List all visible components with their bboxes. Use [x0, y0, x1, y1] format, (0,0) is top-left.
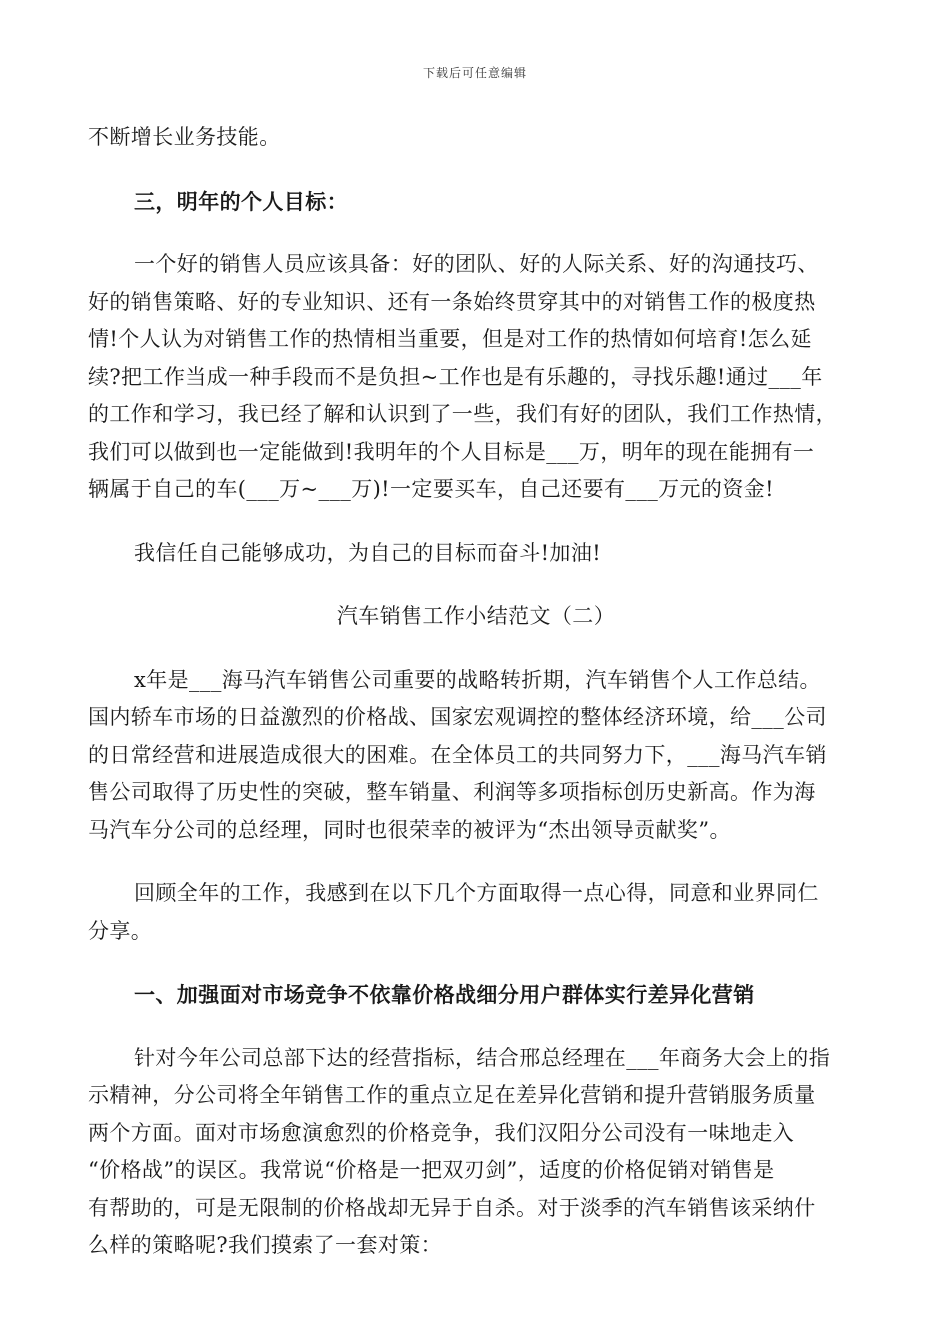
- paragraph-line: 好的销售策略、好的专业知识、还有一条始终贯穿其中的对销售工作的极度热: [88, 289, 816, 314]
- paragraph-gap: [88, 157, 864, 183]
- document-subtitle: 汽车销售工作小结范文（二）: [336, 604, 616, 628]
- paragraph-line: 么样的策略呢?我们摸索了一套对策：: [88, 1233, 443, 1257]
- paragraph-gap: [88, 572, 864, 598]
- paragraph-gap: [88, 636, 864, 662]
- paragraph-line: 的工作和学习，我已经了解和认识到了一些，我们有好的团队，我们工作热情，: [88, 402, 837, 426]
- paragraph-line: 示精神，分公司将全年销售工作的重点立足在差异化营销和提升营销服务质量: [88, 1083, 816, 1107]
- paragraph-gap: [88, 950, 864, 976]
- paragraph-gap: [88, 1014, 864, 1040]
- paragraph-line: 有帮助的，可是无限制的价格战却无异于自杀。对于淡季的汽车销售该采纳什: [88, 1195, 816, 1220]
- document-body: [88, 119, 864, 1265]
- paragraph-line: 一个好的销售人员应该具备：好的团队、好的人际关系、好的沟通技巧、: [134, 252, 819, 276]
- paragraph-line: 我们可以做到也一定能做到!我明年的个人目标是___万，明年的现在能拥有一: [88, 439, 815, 464]
- paragraph-line: 的日常经营和进展造成很大的困难。在全体员工的共同努力下，___海马汽车销: [88, 742, 827, 767]
- paragraph-line: x年是___海马汽车销售公司重要的战略转折期，汽车销售个人工作总结。: [134, 667, 821, 692]
- paragraph-gap: [88, 509, 864, 535]
- paragraph-line: 不断增长业务技能。: [88, 125, 281, 149]
- paragraph-line: 马汽车分公司的总经理，同时也很荣幸的被评为“杰出领导贡献奖”。: [88, 817, 731, 842]
- paragraph-line: 两个方面。面对市场愈演愈烈的价格竞争，我们汉阳分公司没有一味地走入: [88, 1120, 795, 1145]
- paragraph-gap: [88, 220, 864, 246]
- section-heading: 三，明年的个人目标：: [134, 188, 348, 214]
- paragraph-line: 国内轿车市场的日益激烈的价格战、国家宏观调控的整体经济环境，给___公司: [88, 705, 827, 729]
- paragraph-line: 我信任自己能够成功，为自己的目标而奋斗!加油!: [134, 540, 602, 565]
- paragraph-line: 分享。: [88, 918, 153, 943]
- paragraph-line: 针对今年公司总部下达的经营指标，结合邢总经理在___年商务大会上的指: [134, 1045, 831, 1070]
- paragraph-line: 续?把工作当成一种手段而不是负担~工作也是有乐趣的，寻找乐趣!通过___年: [88, 364, 823, 389]
- section-heading: 一、加强面对市场竞争不依靠价格战细分用户群体实行差异化营销: [134, 982, 755, 1007]
- paragraph-line: 情!个人认为对销售工作的热情相当重要，但是对工作的热情如何培育!怎么延: [88, 327, 812, 351]
- paragraph-line: 辆属于自己的车(___万~___万)!一定要买车，自己还要有___万元的资金!: [88, 477, 774, 501]
- paragraph-line: “价格战”的误区。我常说“价格是一把双刃剑”，适度的价格促销对销售是: [88, 1158, 775, 1182]
- paragraph-gap: [88, 849, 864, 875]
- page-header-note: 下载后可任意编辑: [422, 66, 527, 80]
- paragraph-line: 售公司取得了历史性的突破，整车销量、利润等多项指标创历史新高。作为海: [88, 780, 816, 804]
- paragraph-line: 回顾全年的工作，我感到在以下几个方面取得一点心得，同意和业界同仁: [134, 881, 819, 905]
